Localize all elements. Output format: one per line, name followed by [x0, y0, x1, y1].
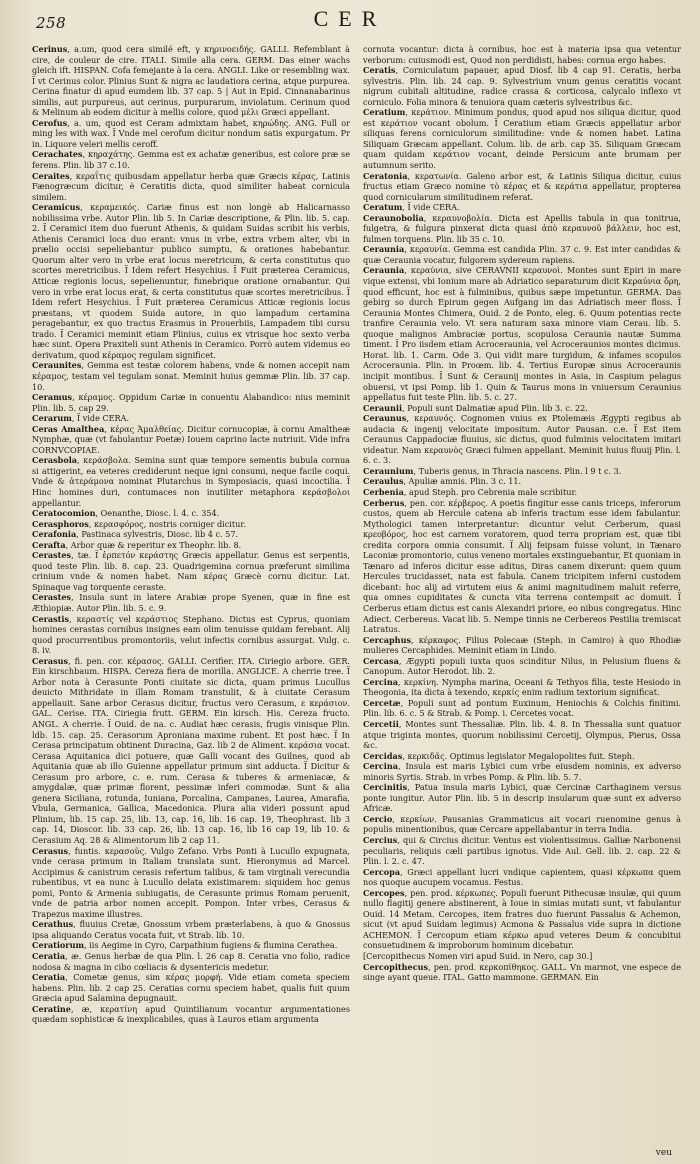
entry-headword: Ceratum — [363, 202, 403, 213]
entry-headword: Cercinitis — [363, 782, 408, 793]
dictionary-entry: Cerasus, fi. pen. cor. κέρασος. GALLI. Cerifier. ITA. Ciriegio arbore. GER. Ein kirschbaum. HISPA. Cereza fiera de morilla. ANGLICE. A cherrie tree. Ї Arbor nota à Cerasunte Ponti ciuitate sic dicta, quam primus Lucullus deuicto Mithridate in illam Romam transtulit, & à ciuitate Cerasum appellauit. Sane arbor Cerasus dicitur, fructus vero Cerasum, ε κεράσιον. GAL. Cerise. ITA. Ciriegia frutt. GERM. Ein kirsch. His. Cereza fructo. ANGL. A cherrie. Ї Ouid. de na. c. Audiat hæc cerasis, frugis vinisque Plin. ldb. 15. cap. 25. Cerasorum Aproniana maxime rubent. Et post hæc. Ї In Cerasa principatum obtinent Duracina, Gaz. lib 2 de Aliment. κεράσια vocat. Cerasa Aquitanica dici potuere, quæ Galli vocant des Guilnes, quod ab Aquitania quæ ab illo Guienne appellatur primum sint adducta. Ї Dicitur & Cerasum pro arbore, c. e. rum. Cerasa & tuberes & armeniacæ, & amygdalæ, quæ primæ florent, pessimæ inferi commodæ. Sunt & alia genera Siciliana, rotunda, Iuniana, Porcalina, Campanes, Laurea, Amarafia, Vbula, Germanica, Gallica, Macedonica. Plura alia videri possunt apud Plinium, lib. 15 cap. 25, lib. 13, cap. 16, lib. 16 cap. 19, Theophrast. lib 3 cap. 14, Dioscor. lib. 33 cap. 26, lib. 13 cap. 16, lib 16 cap 19, lib 10. & Cerasium Aq. 28 & Alimentorum lib 2 cap 11. — [32, 655, 350, 846]
entry-headword: Ceraites — [32, 170, 70, 181]
dictionary-entry: Ceratium, κεράτιον. Minimum pondus, quod apud nos siliqua dicitur, quod est κεράτιον vocant obolum. Ї Ceratium etiam Græcis appellatur arbor siliquas ferens corniculorum similitudine: vnde & nomen habet. Latina Siliquam Græcam appellant. Colum. lib. de arb. cap 35. Siliquam Græcam quam quidam κεράτιον vocant, deinde Persicum ante brumam per autumnum serito. — [363, 107, 681, 171]
entry-headword: Ceratium — [363, 107, 406, 118]
entry-headword: Ceramus — [32, 392, 73, 403]
entry-headword: Cerasus — [32, 845, 69, 856]
entry-text: qui & Circius dicitur. Ventus est violentissimus. Galliæ Narbonensi peculiaris, reliquis cæli partibus ignotus. Vide Aul. Gell. lib. 2. cap. 22 & Plin. l. 2. c. 47. — [363, 835, 681, 867]
entry-text: fi. pen. cor. κέρασος. GALLI. Cerifier. ITA. Ciriegio arbore. GER. Ein kirschbaum. HISPA. Cereza fiera de morilla. ANGLICE. A cherrie tree. Ї Arbor nota à Cerasunte Ponti ciuitate sic dicta, quam primus Lucullus deuicto Mithridate in illam Romam transtulit, & à ciuitate Cerasum appellauit. Sane arbor Cerasus dicitur, fructus vero Cerasum, ε κεράσιον. GAL. Cerise. ITA. Ciriegia frutt. GERM. Ein kirsch. His. Cereza fructo. ANGL. A cherrie. Ї Ouid. de na. c. Audiat hæc cerasis, frugis vinisque Plin. ldb. 15. cap. 25. Cerasorum Aproniana maxime rubent. Et post hæc. Ї In Cerasa principatum obtinent Duracina, Gaz. lib 2 de Aliment. κεράσια vocat. Cerasa Aquitanica dici potuere, quæ Galli vocant des Guilnes, quod ab Aquitania quæ ab illo Guienne appellatur primum sint adducta. Ї Dicitur & Cerasum pro arbore, c. e. rum. Cerasa & tuberes & armeniacæ, & amygdalæ, quæ primæ florent, pessimæ inferi commodæ. Sunt & alia genera Siciliana, rotunda, Iuniana, Porcalina, Campanes, Laurea, Amarafia, Vbula, Germanica, Gallica, Macedonica. Plura alia videri possunt apud Plinium, lib. 15 cap. 25, lib. 13, cap. 16, lib. 16 cap. 19, Theophrast. lib 3 cap. 14, Dioscor. lib. 33 cap. 26, lib. 13 cap. 16, lib 16 cap 19, lib 10. & Cerasium Aq. 28 & Alimentorum lib 2 cap 11. — [32, 655, 350, 846]
entry-headword: Cercetii — [363, 719, 399, 729]
entry-headword: Ceraunia — [363, 244, 405, 255]
entry-headword: Ceratia — [32, 972, 66, 983]
entry-headword: Cerasphoros — [32, 518, 89, 529]
dictionary-entry: Cercetæ, Populi sunt ad pontum Euxinum, Heniochis & Colchis finitimi. Plin. lib. 6. c. 5 & Strab. & Pomp. i. Cercetes vocat. — [363, 697, 681, 719]
entry-text: iis Aegime in Cyro, Carpathium fugiens & flumina Cerathea. — [89, 940, 338, 951]
entry-text: κεραστίς vel κεράστιος Stephano. Dictus est Cyprus, quoniam homines cerastas cornibus insignes eam olim tenuisse quidam ferebant. Alij quod procurrentibus promontoriis, velut infectis cornibus assurgat. Vulg. c. 8. iv. — [32, 613, 350, 656]
entry-text: κερατωνία. Galeno arbor est, & Latinis Siliqua dicitur, cuius fructus etiam Græco nomine τὸ κέρας et & κεράτια appellatur, propterea quod cornicularum similitudinem referat. — [363, 170, 681, 202]
dictionary-entry: Ceramus, κέραμος. Oppidum Cariæ in conuentu Alabandico: nius meminit Plin. lib. 5. cap 29. — [32, 392, 350, 413]
entry-headword: Ceratocomion — [32, 508, 96, 519]
left-column — [32, 44, 350, 1154]
entry-text: apud Steph. pro Cebrenia male scribitur. — [409, 486, 578, 497]
dictionary-entry: Ceratocomion, Oenanthe, Diosc. l. 4. c. 354. — [32, 508, 220, 519]
entry-text: κερκίνη. Nympha marina, Oceani & Tethyos filia, teste Hesiodo in Theogonia, ita dicta à texendo, κερκίς enim radium textorium significat. — [363, 676, 681, 698]
entry-headword: Cerasbola — [32, 455, 78, 466]
entry-text: Montes sunt Thessaliæ. Plin. lib. 4. 8. In Thessalia sunt quatuor atque triginta montes, quorum nobilissimi Cercetij, Olympus, Pierus, Ossa &c. — [363, 719, 681, 751]
entry-headword: Cercopithecus — [363, 961, 429, 972]
entry-headword: Cercopa — [363, 866, 401, 877]
entry-headword: Cerafonia — [32, 529, 77, 540]
entry-headword: Ceraunia — [363, 265, 405, 276]
entry-headword: Ceramicus — [32, 202, 81, 213]
entry-text: fluuius Cretæ, Gnossum vrbem præterlabens, à quo & Gnossus ipsa aliquando Ceratus vocata fuit, vt Strab. lib. 10. — [32, 919, 350, 940]
catchword: veu — [655, 1148, 672, 1158]
entry-headword: Ceratonia — [363, 170, 408, 181]
entry-headword: Cercina — [363, 761, 398, 772]
entry-text: Populi sunt ad pontum Euxinum, Heniochis & Colchis finitimi. Plin. lib. 6. c. 5 & Strab. & Pomp. i. Cercetes vocat. — [363, 697, 681, 719]
dictionary-entry: Cerafta, Arbor quæ & reperitur ex Theophr. lib. 8. — [32, 539, 242, 550]
entry-text: Pastinaca sylvestris, Diosc. lib 4 c. 57. — [81, 529, 239, 540]
entry-text: funtis. κερασοῦς. Vulgo Zefano. Vrbs Ponti à Lucullo expugnata, vnde cerasa primum in Italiam translata sunt. Hieronymus ad Marcel. Accipimus & canistrum cerasis refertum talibus, & tam virginali verecundia rubentibus, vt ea nunc à Lucullo delata existimarem: siquidem hoc genus pomi, Ponto & Armenia subiugatis, de Cerasunte primus Romam peruenit, vnde de patria arbor nomen accepit. Pompon. Inter vrbes, Cerasus & Trapezus maxime illustres. — [32, 845, 350, 919]
dictionary-entry: Ceraites, κεραΐτις quibusdam appellatur herba quæ Græcis κέρας, Latinis Fænogræcum dicitur, è Ceratitis dicta, quod similiter habeat cornicula similem. — [32, 170, 350, 202]
entry-headword: Cercius — [363, 835, 398, 846]
entry-text: κέραμος. Oppidum Cariæ in conuentu Alabandico: nius meminit Plin. lib. 5. cap 29. — [32, 392, 350, 413]
entry-headword: Ceras Amalthea — [32, 423, 105, 434]
dictionary-entry: Cerastes, tæ. Ї ἐρπετόν κεράστης Græcis appellatur. Genus est serpentis, quod teste Plin. lib. 8. cap. 23. Quadrigemina cornua præferunt similima crinium vnde & nomen habet. Nam κέρας Græcè cornu dicitur. Lat. Spinaque vag torquente ceraste. — [32, 550, 350, 592]
entry-text: Ї vide CERA. — [407, 202, 460, 213]
dictionary-entry: Ceratiorum, iis Aegime in Cyro, Carpathium fugiens & flumina Cerathea. — [32, 940, 338, 951]
dictionary-entry: Cerasbola, κεράσβολα. Semina sunt quæ tempore sementis bubula cornua si attigerint, ea veteres crediderunt neque igni consumi, neque facile coqui. Vnde & ἀτεράμονα nominat Plutarchus in Symposiacis, quasi incoctilia. Ї Hinc homines duri, contumaces non inutiliter metaphora κεράσβολοι appellantur. — [32, 455, 350, 508]
dictionary-entry: Cerberus, pen. cor. κέρβερος. A poetis fingitur esse canis triceps, inferorum custos, quem ab Hercule catena ab inferis tractum esse idem fabulantur. Mythologici tamen interpretantur: dicuntur velut Cerberum, quasi κρεοβόρος, hoc est carnem voratorem, quod terra propriam est, quæ tibi credita corpora omnia consumit. Ї Alij feipsam fuisse volunt, in Tænaro Laconiæ promontorio, cuius veneno mortales exstinguebantur, Et quoniam in Tænaro ad inferos dicitur esse aditus, Diras canem dixerunt: quem quum Hercules trucidasset, nata est fabula. Canem tricipitem inferni custodem dicebant: hoc alij ad virtutem eius & animi magnitudinem maluit referre, qua omnes cupiditates & cuncta vita terrena contempsit ac domuit. Ї Cerberus etiam dictus est canis Alexandri priore, eo nibus congregatus. Hinc Adiect. Cerbereus. Vacat lib. 5. Nempe tinnis ne Cerbereos Pestilia tremiscat Latratus. — [363, 497, 681, 635]
entry-text: a. um, quod est Ceram admixtam habet, κηρώδης. ANG. Full or ming les with wax. Ї Vnde mel cerofum dicitur nondum satis expurgatum. Pr in. Liquore veleri mellis ceroff. — [32, 117, 350, 149]
entry-text: Ægypti populi iuxta quos scinditur Nilus, in Pelusium fluens & Canopum. Autor Herodot. lib. 2. — [363, 655, 681, 677]
entry-headword: Ceratia — [32, 951, 66, 962]
entry-text: Apuliæ amnis. Plin. 3 c. 11. — [408, 476, 522, 487]
entry-headword: Ceraunium — [363, 465, 414, 476]
page-number: 258 — [36, 14, 67, 32]
entry-text: κεραυνοβολία. Dicta est Apellis tabula in qua tonitrua, fulgetra, & fulgura pinxerat dicta quasi ἀπὸ κεραυνοῦ βάλλειν, hoc est, fulmen torquens. Plin. lib 35 c. 10. — [363, 212, 681, 244]
entry-headword: Ceratine — [32, 1003, 71, 1014]
dictionary-entry: Cercopa, Græci appellant lucri vndique capientem, quasi κέρκωπα quem nos quoque aucupem vocamus. Festus. — [363, 866, 681, 888]
entry-text: κεραύνια, sive CERAVNII κεραυνοὶ. Montes sunt Epiri in mare vique extensi, vbi Ionium mare ab Adriatico separaturum dicit Κεραύνια ὄρη, quod efficunt, hoc est à fulminibus, quibus sæpe impetuntur. GERMA. Das gebirg so durch Epirum gegen Aufgang im das Adriatisch meer floss. Ї Ceraunia Montes Chimera, Ouid. 2 de Ponto, eleg. 6. Quum potentias recte tranfire Ceraunia velo. Vt sera naturam saxa minore viam Cerau. lib. 5. quoque malignos Ambraciæ portus, scopulosa Ceraunia nautæ Summa timent. Ї Pro iisdem etiam Acroceraunia, vel Acroceraunios montes dicimus. Horat. lib. 1. Carm. Ode 3. Qui vidit mare turgidum, & infames scopulos Acroceraunia. Plin. in Proœm. lib. 4. Tertius Europæ sinus Acroceraunis incipit montibus. Ї Sunt & Ceraunij montes in Asia, in Caspium pelagus obuersi, vt ipsi Pomp. lib 1. Quin & Taurus mons in vniuersum Ceraunius appellatus fuit teste Plin. lib. 5. c. 27. — [363, 265, 681, 403]
entry-headword: Cerinus — [32, 44, 68, 54]
entry-headword: Cerafta — [32, 539, 66, 550]
entry-headword: Cerbenia — [363, 486, 404, 497]
dictionary-entry: Cerasus, funtis. κερασοῦς. Vulgo Zefano. Vrbs Ponti à Lucullo expugnata, vnde cerasa primum in Italiam translata sunt. Hieronymus ad Marcel. Accipimus & canistrum cerasis refertum talibus, & tam virginali verecundia rubentibus, vt ea nunc à Lucullo delata existimarem: siquidem hoc genus pomi, Ponto & Armenia subiugatis, de Cerasunte primus Romam peruenit, vnde de patria arbor nomen accepit. Pompon. Inter vrbes, Cerasus & Trapezus maxime illustres. — [32, 845, 350, 919]
dictionary-entry: Ceratum, Ї vide CERA. — [363, 202, 460, 213]
entry-headword: Cercidas — [363, 750, 403, 761]
dictionary-entry: Cerinus, a.um, quod cera similé eft, γ κηρινοειδής. GALLI. Refemblant à cire, de couleur de cire. ITALI. Simile alla cera. GERM. Das einer wachs gleich ift. HISPAN. Cofa femejante à la cera. ANGLI. Like or resembling wax. Ї vt Cerinus color. Plinius Sunt & nigra ac laudatiora cerina, atque purpurea. Cerina finatur di apud eumdem lib. 37 cap. 5 | Aut in Epid. Cinnanabarinus similis, aut purpureus, aut cerinus, purpurarum, inviolatum. Cerinum quod & Melinum ab eodem dicitur à mellis colore, quod μέλι Græci appellant. — [32, 44, 350, 118]
entry-text: κεράσβολα. Semina sunt quæ tempore sementis bubula cornua si attigerint, ea veteres crediderunt neque igni consumi, neque facile coqui. Vnde & ἀτεράμονα nominat Plutarchus in Symposiacis, quasi incoctilia. Ї Hinc homines duri, contumaces non inutiliter metaphora κεράσβολοι appellantur. — [32, 455, 350, 508]
entry-headword: Cerachates — [32, 149, 83, 160]
dictionary-entry: Cercinitis, Patua insula maris Lybici, quæ Cercinæ Carthaginem versus ponte iungitur. Autor Plin. lib. 5 in descrip insularum quæ sunt ex adverso Africæ. — [363, 782, 681, 814]
entry-headword: Cercetæ — [363, 697, 401, 708]
entry-text: κεραυνός. Cognomen vnius ex Ptolemæis Ægypti regibus ab audacia & ingenij velocitate impositum. Autor Pausan. c.e. Ї Est item Ceraunus Cappadociæ fluuius, sic dictus, quod fulminis velocitatem imitari videatur. Nam κεραυνὸς Græci fulmen appellant. Meminit huius fluuij Plin. l. 6. c. 3. — [363, 413, 681, 466]
entry-text: Insula est maris Lybici cum vrbe eiusdem nominis, ex adverso minoris Syrtis. Strab. in vrbes Pomp. & Plin. lib. 5. 7. — [363, 761, 681, 782]
entry-headword: Cerofus — [32, 117, 68, 128]
entry-headword: Cercio — [363, 813, 393, 824]
dictionary-entry: Ceraunobolia, κεραυνοβολία. Dicta est Apellis tabula in qua tonitrua, fulgetra, & fulgura pinxerat dicta quasi ἀπὸ κεραυνοῦ βάλλειν, hoc est, fulmen torquens. Plin. lib 35 c. 10. — [363, 212, 681, 244]
entry-text: cornuta vocantur: dicta à cornibus, hoc est à materia ipsa qua vetentur verborum: cuiusmodi est, Quod non perdidisti, habes: cornua ergo habes. — [363, 44, 681, 65]
entry-headword: Cerberus — [363, 497, 405, 508]
running-head: CER — [313, 6, 387, 31]
entry-headword: Cerarum — [32, 413, 72, 424]
dictionary-entry: Cercina, κερκίνη. Nympha marina, Oceani & Tethyos filia, teste Hesiodo in Theogonia, ita dicta à texendo, κερκίς enim radium textorium significat. — [363, 676, 681, 698]
entry-headword: Cercopes — [363, 887, 405, 898]
dictionary-entry: Cerarum, Ї vide CERA. — [32, 413, 130, 424]
entry-text: Cometæ genus, sim κέρας μορφή. Vide etiam cometa speciem habens. Plin. lib. 2 cap 25. Ceratias cornu speciem habet, qualis fuit quum Græcia apud Salamina depugnauit. — [32, 972, 350, 1004]
dictionary-entry: Cerastes, Insula sunt in latere Arabiæ prope Syenen, quæ in fine est Æthiopiæ. Autor Plin. lib. 5. c. 9. — [32, 592, 350, 613]
entry-text: Gemma est testæ colorem habens, vnde & nomen accepit nam κέραμος, testam vel tegulam sonat. Meminit huius gemmæ Plin. lib. 37 cap. 10. — [32, 360, 350, 392]
entry-text: Populi sunt Dalmatiæ apud Plin. lib 3. c. 22. — [407, 402, 588, 413]
entry-headword: Cerastes — [32, 550, 72, 561]
dictionary-entry: Ceratia, æ. Genus herbæ de qua Plin. l. 26 cap 8. Ceratia vno folio, radice nodosa & magna in cibo cœliacis & dysentericis medetur. — [32, 951, 350, 972]
dictionary-entry: Cercaphus, κέρκαφος. Filius Polecaæ (Steph. in Camiro) à quo Rhodiæ mulieres Cercaphides. Meminit etiam in Lindo. — [363, 634, 681, 656]
entry-text: Patua insula maris Lybici, quæ Cercinæ Carthaginem versus ponte iungitur. Autor Plin. lib. 5 in descrip insularum quæ sunt ex adverso Africæ. — [363, 782, 681, 814]
dictionary-entry: Cerasphoros, κερασφόρος, nostris corniger dicitur. — [32, 518, 246, 529]
entry-text: κερκίων. Pausanias Grammaticus ait vocari ruenomine genus à populis minentionibus, quæ Cercare appellabantur in terra India. — [363, 813, 681, 835]
entry-text: æ. Genus herbæ de qua Plin. l. 26 cap 8. Ceratia vno folio, radice nodosa & magna in cibo cœliacis & dysentericis medetur. — [32, 951, 350, 972]
entry-headword: Ceraunobolia — [363, 212, 424, 223]
entry-text: Oenanthe, Diosc. l. 4. c. 354. — [100, 508, 220, 519]
entry-text: [Cercopithecus Nomen viri apud Suid. in Nero, cap 30.] — [363, 951, 593, 962]
entry-text: æ, κερατίνη apud Quintilianum vocantur argumentationes quædam sophisticæ & inexplicabiles, quas à Lauros etiam argumenta — [32, 1003, 350, 1025]
entry-text: κερκιδᾶς. Optimus legislator Megalopolites fuit. Steph. — [407, 750, 635, 761]
entry-headword: Cerathus — [32, 919, 74, 930]
dictionary-entry: Ceras Amalthea, κέρας Ἀμαλθείας. Dicitur cornucopiæ, à cornu Amaltheæ Nymphæ, quæ (vt fabulantur Poetæ) Iouem caprino lacte nutriuit. Vide infra CORNVCOPIAE. — [32, 423, 350, 455]
dictionary-entry: Ceramicus, κεραμεικός. Cariæ finus est non longè ab Halicarnasso nobilissima vrbe. Autor Plin. lib 5. In Cariæ descriptione, & Plin. lib. 5. cap. 2. Ї Ceramici item duo fuerunt Athenis, & quidam Suidas scribit his verbis, Athenis Ceramici loca duo erant: vnus in vrbe, extra vrbem alter, vbi in prælio occisi sepeliebantur publico sumptu, & orationes habebantur. Quorum alter vero in vrbe erat locus meretricum, & certa constitutus quo scortes meretricibus. Ї Idem refert Hesychius. Ї Fuit præterea Ceramicus, Atticæ regionis locus, sepelienuntur, funebrique oratione ornabantur. Qui vero in vrbe erat locus erat, & certa constitutus quæ scortes meretricibus. Ї Idem refert Hesychius. Ї Fuit præterea Ceramicus Atticæ regionis locus præstans, vt quodem Suida autore, in quo lampadum certamina peragebantur, ex quo tractus Erasmus in Prouerbiis, Lampadem tibi cursu trado. Ї Ceramici meminit etiam Plinius, cuius ex vtrisque hoc sexto verba hæc sunt. Opera Praxiteli sunt Athenis in Ceramico. Porrò autem videmus eo derivatum, quod κέραμος regulam significet. — [32, 202, 350, 360]
entry-text: κέρκαφος. Filius Polecaæ (Steph. in Camiro) à quo Rhodiæ mulieres Cercaphides. Meminit etiam in Lindo. — [363, 634, 681, 656]
entry-text: Corniculatum papauer, apud Diosf. lib 4 cap 91. Ceratis, herba sylvestris. Plin. lib. 24 cap. 9. Sylvestrium vnum genus ceratitis vocant nigrum cubitali altitudine, radice crassa & corticosa, calycalo inflexo vt corniculo. Folia minora & tenuiora quam cæteris sylvestribus &c. — [363, 65, 681, 107]
entry-text: Arbor quæ & reperitur ex Theophr. lib. 8. — [70, 539, 242, 550]
dictionary-entry: Cerbenia, apud Steph. pro Cebrenia male scribitur. — [363, 486, 578, 497]
entry-headword: Ceraunus — [363, 413, 407, 424]
entry-text: pen. prod. κερκοπίθηκος. GALL. Vn marmot, vne espece de singe ayant queue. ITAL. Gatto mammone. GERMAN. Ein — [363, 961, 681, 983]
entry-headword: Ceratis — [363, 65, 396, 76]
dictionary-entry: Ceraunites, Gemma est testæ colorem habens, vnde & nomen accepit nam κέραμος, testam vel tegulam sonat. Meminit huius gemmæ Plin. lib. 37 cap. 10. — [32, 360, 350, 392]
dictionary-entry: Ceratine, æ, κερατίνη apud Quintilianum vocantur argumentationes quædam sophisticæ & inexplicabiles, quas à Lauros etiam argumenta — [32, 1003, 350, 1025]
dictionary-entry: Cerofus, a. um, quod est Ceram admixtam habet, κηρώδης. ANG. Full or ming les with wax. Ї Vnde mel cerofum dicitur nondum satis expurgatum. Pr in. Liquore veleri mellis ceroff. — [32, 117, 350, 149]
dictionary-entry: Cercasa, Ægypti populi iuxta quos scinditur Nilus, in Pelusium fluens & Canopum. Autor Herodot. lib. 2. — [363, 655, 681, 677]
right-column — [363, 44, 681, 1154]
entry-text: Ї vide CERA. — [76, 413, 130, 424]
entry-text: Tuberis genus, in Thracia nascens. Plin. l 9 t c. 3. — [418, 465, 622, 476]
dictionary-entry: Cercopes, pen. prod. κέρκωπες. Populi fuerunt Pithecusæ insulæ, qui quum nullo flagitij genere abstinerent, à Ioue in simias mutati sunt, vt fabulantur Ouid. 14 Metam. Cercopes, item fratres duo fuerunt Passalus & Achemon, sicut (vt apud Suidam legimus) Acmona & Passalus vide supra in dictione ACHEMON. Ї Cercopum etiam κέρκω apud veteres Deum & concubitui consuetudinem & improborum hominum dicebatur. — [363, 887, 681, 951]
entry-text: Insula sunt in latere Arabiæ prope Syenen, quæ in fine est Æthiopiæ. Autor Plin. lib. 5. c. 9. — [32, 592, 350, 613]
dictionary-entry: Cercius, qui & Circius dicitur. Ventus est violentissimus. Galliæ Narbonensi peculiaris, reliquis cæli partibus ignotus. Vide Aul. Gell. lib. 2. cap. 22 & Plin. l. 2. c. 47. — [363, 835, 681, 867]
entry-text: tæ. Ї ἐρπετόν κεράστης Græcis appellatur. Genus est serpentis, quod teste Plin. lib. 8. cap. 23. Quadrigemina cornua præferunt similima crinium vnde & nomen habet. Nam κέρας Græcè cornu dicitur. Lat. Spinaque vag torquente ceraste. — [32, 550, 350, 592]
entry-headword: Ceraulus — [363, 476, 404, 487]
entry-text: κεραΐτις quibusdam appellatur herba quæ Græcis κέρας, Latinis Fænogræcum dicitur, è Ceratitis dicta, quod similiter habeat cornicula similem. — [32, 170, 350, 202]
dictionary-entry: Cercidas, κερκιδᾶς. Optimus legislator Megalopolites fuit. Steph. — [363, 750, 635, 761]
entry-text: Græci appellant lucri vndique capientem, quasi κέρκωπα quem nos quoque aucupem vocamus. Festus. — [363, 866, 681, 888]
dictionary-entry: Cercio, κερκίων. Pausanias Grammaticus ait vocari ruenomine genus à populis minentionibus, quæ Cercare appellabantur in terra India. — [363, 813, 681, 835]
dictionary-entry: Cercetii, Montes sunt Thessaliæ. Plin. lib. 4. 8. In Thessalia sunt quatuor atque triginta montes, quorum nobilissimi Cercetij, Olympus, Pierus, Ossa &c. — [363, 719, 681, 751]
entry-text: κεραυνία. Gemma est candida Plin. 37 c. 9. Est inter candidas & quæ Ceraunia vocatur, fulgorem sydereum rapiens. — [363, 244, 681, 265]
entry-text: κεραμεικός. Cariæ finus est non longè ab Halicarnasso nobilissima vrbe. Autor Plin. lib 5. In Cariæ descriptione, & Plin. lib. 5. cap. 2. Ї Ceramici item duo fuerunt Athenis, & quidam Suidas scribit his verbis, Athenis Ceramici loca duo erant: vnus in vrbe, extra vrbem alter, vbi in prælio occisi sepeliebantur publico sumptu, & orationes habebantur. Quorum alter vero in vrbe erat locus meretricum, & certa constitutus quo scortes meretricibus. Ї Idem refert Hesychius. Ї Fuit præterea Ceramicus, Atticæ regionis locus, sepelienuntur, funebrique oratione ornabantur. Qui vero in vrbe erat locus erat, & certa constitutus quæ scortes meretricibus. Ї Idem refert Hesychius. Ї Fuit præterea Ceramicus Atticæ regionis locus præstans, vt quodem Suida autore, in quo lampadum certamina peragebantur, ex quo tractus Erasmus in Prouerbiis, Lampadem tibi cursu trado. Ї Ceramici meminit etiam Plinius, cuius ex vtrisque hoc sexto verba hæc sunt. Opera Praxiteli sunt Athenis in Ceramico. Porrò autem videmus eo derivatum, quod κέραμος regulam significet. — [32, 202, 350, 360]
entry-text: κεράτιον. Minimum pondus, quod apud nos siliqua dicitur, quod est κεράτιον vocant obolum. Ї Ceratium etiam Græcis appellatur arbor siliquas ferens corniculorum similitudine: vnde & nomen habet. Latina Siliquam Græcam appellant. Colum. lib. de arb. cap 35. Siliquam Græcam quam quidam κεράτιον vocant, deinde Persicum ante brumam per autumnum serito. — [363, 107, 681, 171]
entry-text: κηραχάτης. Gemma est ex achatæ generibus, est colore præ se ferens. Plin. lib 37 c.10. — [32, 149, 350, 171]
entry-text: κερασφόρος, nostris corniger dicitur. — [93, 518, 246, 529]
dictionary-entry: Cercopithecus, pen. prod. κερκοπίθηκος. GALL. Vn marmot, vne espece de singe ayant queue. ITAL. Gatto mammone. GERMAN. Ein — [363, 961, 681, 983]
dictionary-entry: Ceraunia, κεραυνία. Gemma est candida Plin. 37 c. 9. Est inter candidas & quæ Ceraunia vocatur, fulgorem sydereum rapiens. — [363, 244, 681, 265]
dictionary-entry: Ceraunium, Tuberis genus, in Thracia nascens. Plin. l 9 t c. 3. — [363, 465, 622, 476]
entry-headword: Ceratiorum — [32, 940, 85, 951]
entry-headword: Cerasus — [32, 655, 69, 666]
dictionary-entry: Ceratonia, κερατωνία. Galeno arbor est, & Latinis Siliqua dicitur, cuius fructus etiam Græco nomine τὸ κέρας et & κεράτια appellatur, propterea quod cornicularum similitudinem referat. — [363, 170, 681, 202]
dictionary-entry: Ceraulus, Apuliæ amnis. Plin. 3 c. 11. — [363, 476, 522, 487]
dictionary-entry: Ceraunia, κεραύνια, sive CERAVNII κεραυνοὶ. Montes sunt Epiri in mare vique extensi, vbi Ionium mare ab Adriatico separaturum dicit Κεραύνια ὄρη, quod efficunt, hoc est à fulminibus, quibus sæpe impetuntur. GERMA. Das gebirg so durch Epirum gegen Aufgang im das Adriatisch meer floss. Ї Ceraunia Montes Chimera, Ouid. 2 de Ponto, eleg. 6. Quum potentias recte tranfire Ceraunia velo. Vt sera naturam saxa minore viam Cerau. lib. 5. quoque malignos Ambraciæ portus, scopulosa Ceraunia nautæ Summa timent. Ї Pro iisdem etiam Acroceraunia, vel Acroceraunios montes dicimus. Horat. lib. 1. Carm. Ode 3. Qui vidit mare turgidum, & infames scopulos Acroceraunia. Plin. in Proœm. lib. 4. Tertius Europæ sinus Acroceraunis incipit montibus. Ї Sunt & Ceraunij montes in Asia, in Caspium pelagus obuersi, vt ipsi Pomp. lib 1. Quin & Taurus mons in vniuersum Ceraunius appellatus fuit teste Plin. lib. 5. c. 27. — [363, 265, 681, 403]
dictionary-entry: Cerafonia, Pastinaca sylvestris, Diosc. lib 4 c. 57. — [32, 529, 239, 540]
dictionary-entry: Ceraunii, Populi sunt Dalmatiæ apud Plin. lib 3. c. 22. — [363, 402, 588, 413]
dictionary-entry — [363, 44, 681, 65]
dictionary-entry: Ceratia, Cometæ genus, sim κέρας μορφή. Vide etiam cometa speciem habens. Plin. lib. 2 cap 25. Ceratias cornu speciem habet, qualis fuit quum Græcia apud Salamina depugnauit. — [32, 972, 350, 1004]
dictionary-entry: Cerastis, κεραστίς vel κεράστιος Stephano. Dictus est Cyprus, quoniam homines cerastas cornibus insignes eam olim tenuisse quidam ferebant. Alij quod procurrentibus promontoriis, velut infectis cornibus assurgat. Vulg. c. 8. iv. — [32, 613, 350, 656]
entry-headword: Cerastis — [32, 613, 70, 624]
dictionary-entry: Cercina, Insula est maris Lybici cum vrbe eiusdem nominis, ex adverso minoris Syrtis. Strab. in vrbes Pomp. & Plin. lib. 5. 7. — [363, 761, 681, 782]
dictionary-entry: Ceratis, Corniculatum papauer, apud Diosf. lib 4 cap 91. Ceratis, herba sylvestris. Plin. lib. 24 cap. 9. Sylvestrium vnum genus ceratitis vocant nigrum cubitali altitudine, radice crassa & corticosa, calycalo inflexo vt corniculo. Folia minora & tenuiora quam cæteris sylvestribus &c. — [363, 65, 681, 107]
entry-headword: Ceraunites — [32, 360, 82, 371]
entry-headword: Ceraunii — [363, 402, 403, 413]
entry-headword: Cercasa — [363, 655, 399, 666]
entry-text: a.um, quod cera similé eft, γ κηρινοειδής. GALLI. Refemblant à cire, de couleur de cire. ITALI. Simile alla cera. GERM. Das einer wachs gleich ift. HISPAN. Cofa femejante à la cera. ANGLI. Like or resembling wax. Ї vt Cerinus color. Plinius Sunt & nigra ac laudatiora cerina, atque purpurea. Cerina finatur di apud eumdem lib. 37 cap. 5 | Aut in Epid. Cinnanabarinus similis, aut purpureus, aut cerinus, purpurarum, inviolatum. Cerinum quod & Melinum ab eodem dicitur à mellis colore, quod μέλι Græci appellant. — [32, 44, 350, 118]
entry-text: pen. prod. κέρκωπες. Populi fuerunt Pithecusæ insulæ, qui quum nullo flagitij genere abstinerent, à Ioue in simias mutati sunt, vt fabulantur Ouid. 14 Metam. Cercopes, item fratres duo fuerunt Passalus & Achemon, sicut (vt apud Suidam legimus) Acmona & Passalus vide supra in dictione ACHEMON. Ї Cercopum etiam κέρκω apud veteres Deum & concubitui consuetudinem & improborum hominum dicebatur. — [363, 887, 681, 951]
dictionary-entry — [363, 951, 681, 962]
entry-text: κέρας Ἀμαλθείας. Dicitur cornucopiæ, à cornu Amaltheæ Nymphæ, quæ (vt fabulantur Poetæ) Iouem caprino lacte nutriuit. Vide infra CORNVCOPIAE. — [32, 423, 350, 455]
dictionary-entry: Cerachates, κηραχάτης. Gemma est ex achatæ generibus, est colore præ se ferens. Plin. lib 37 c.10. — [32, 149, 350, 171]
dictionary-entry: Ceraunus, κεραυνός. Cognomen vnius ex Ptolemæis Ægypti regibus ab audacia & ingenij velocitate impositum. Autor Pausan. c.e. Ї Est item Ceraunus Cappadociæ fluuius, sic dictus, quod fulminis velocitatem imitari videatur. Nam κεραυνὸς Græci fulmen appellant. Meminit huius fluuij Plin. l. 6. c. 3. — [363, 413, 681, 466]
entry-text: pen. cor. κέρβερος. A poetis fingitur esse canis triceps, inferorum custos, quem ab Hercule catena ab inferis tractum esse idem fabulantur. Mythologici tamen interpretantur: dicuntur velut Cerberum, quasi κρεοβόρος, hoc est carnem voratorem, quod terra propriam est, quæ tibi credita corpora omnia consumit. Ї Alij feipsam fuisse volunt, in Tænaro Laconiæ promontorio, cuius veneno mortales exstinguebantur, Et quoniam in Tænaro ad inferos dicitur esse aditus, Diras canem dixerunt: quem quum Hercules trucidasset, nata est fabula. Canem tricipitem inferni custodem dicebant: hoc alij ad virtutem eius & animi magnitudinem maluit referre, qua omnes cupiditates & cuncta vita terrena contempsit ac domuit. Ї Cerberus etiam dictus est canis Alexandri priore, eo nibus congregatus. Hinc Adiect. Cerbereus. Vacat lib. 5. Nempe tinnis ne Cerbereos Pestilia tremiscat Latratus. — [363, 497, 681, 635]
entry-headword: Cercaphus — [363, 634, 412, 645]
entry-headword: Cercina — [363, 676, 398, 687]
entry-headword: Cerastes — [32, 592, 72, 603]
dictionary-entry: Cerathus, fluuius Cretæ, Gnossum vrbem præterlabens, à quo & Gnossus ipsa aliquando Ceratus vocata fuit, vt Strab. lib. 10. — [32, 919, 350, 940]
